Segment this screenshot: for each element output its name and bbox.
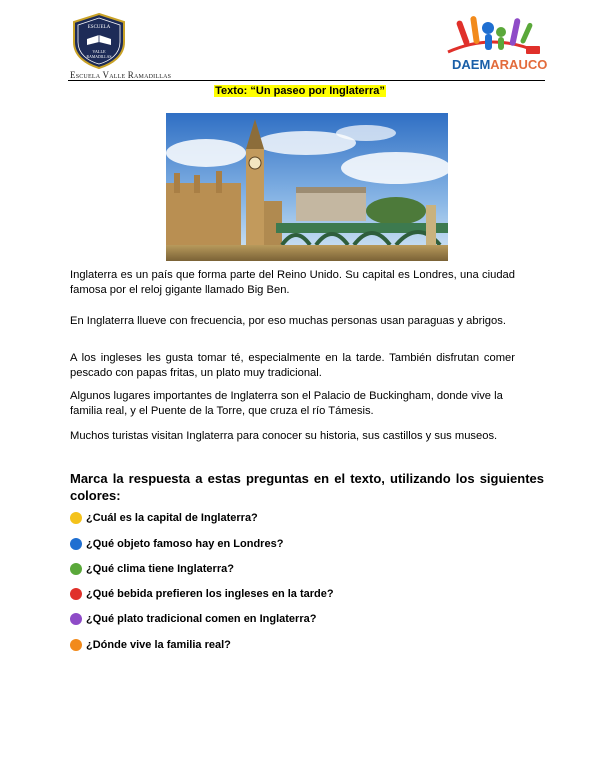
- question-4-text: ¿Qué bebida prefieren los ingleses en la tarde?: [86, 588, 334, 600]
- crest-word-3: RAMADILLAS: [86, 55, 112, 59]
- orange-circle-icon: [70, 639, 82, 651]
- paragraph-3: A los ingleses les gusta tomar té, especialmente en la tarde. También disfrutan comer pescado con papas fritas, un plato muy tradicional.: [70, 352, 515, 379]
- paragraph-5: Muchos turistas visitan Inglaterra para conocer su historia, sus castillos y sus museos.: [70, 430, 498, 442]
- blue-circle-icon: [70, 538, 82, 550]
- school-crest-logo: [70, 12, 128, 70]
- instructions: Marca la respuesta a estas preguntas en el texto, utilizando los siguientes colores:: [70, 471, 544, 503]
- paragraph-4: Algunos lugares importantes de Inglaterra son el Palacio de Buckingham, donde vive la familia real, y el Puente de la Torre, que cruza el río Támesis.: [70, 390, 503, 417]
- question-5-text: ¿Qué plato tradicional comen en Inglaterra?: [86, 613, 317, 625]
- crest-word-1: ESCUELA: [87, 25, 111, 30]
- school-name: Escuela Valle Ramadillas: [70, 70, 172, 80]
- question-3: [70, 563, 234, 575]
- question-6-text: ¿Dónde vive la familia real?: [86, 639, 231, 651]
- daem-wordmark-part-a: DAEM: [452, 57, 491, 72]
- question-6: [70, 639, 231, 651]
- question-3-text: ¿Qué clima tiene Inglaterra?: [86, 563, 234, 575]
- question-1: [70, 512, 258, 524]
- yellow-circle-icon: [70, 512, 82, 524]
- question-4: [70, 588, 334, 600]
- question-1-text: ¿Cuál es la capital de Inglaterra?: [86, 512, 258, 524]
- green-circle-icon: [70, 563, 82, 575]
- daem-wordmark-part-b: ARAUCO: [490, 57, 548, 72]
- paragraph-2: En Inglaterra llueve con frecuencia, por eso muchas personas usan paraguas y abrigos.: [70, 315, 506, 327]
- worksheet-title: [0, 81, 600, 99]
- crest-word-2: VALLE: [92, 49, 106, 54]
- question-2: [70, 538, 283, 550]
- london-photo: [166, 113, 448, 261]
- paragraph-1: Inglaterra es un país que forma parte del Reino Unido. Su capital es Londres, una ciudad famosa por el reloj gigante llamado Big Ben.: [70, 269, 515, 296]
- purple-circle-icon: [70, 613, 82, 625]
- daem-wordmark: [452, 57, 547, 72]
- worksheet-title-text: Texto: “Un paseo por Inglaterra”: [215, 85, 385, 97]
- question-2-text: ¿Qué objeto famoso hay en Londres?: [86, 538, 284, 550]
- red-circle-icon: [70, 588, 82, 600]
- question-5: [70, 613, 316, 625]
